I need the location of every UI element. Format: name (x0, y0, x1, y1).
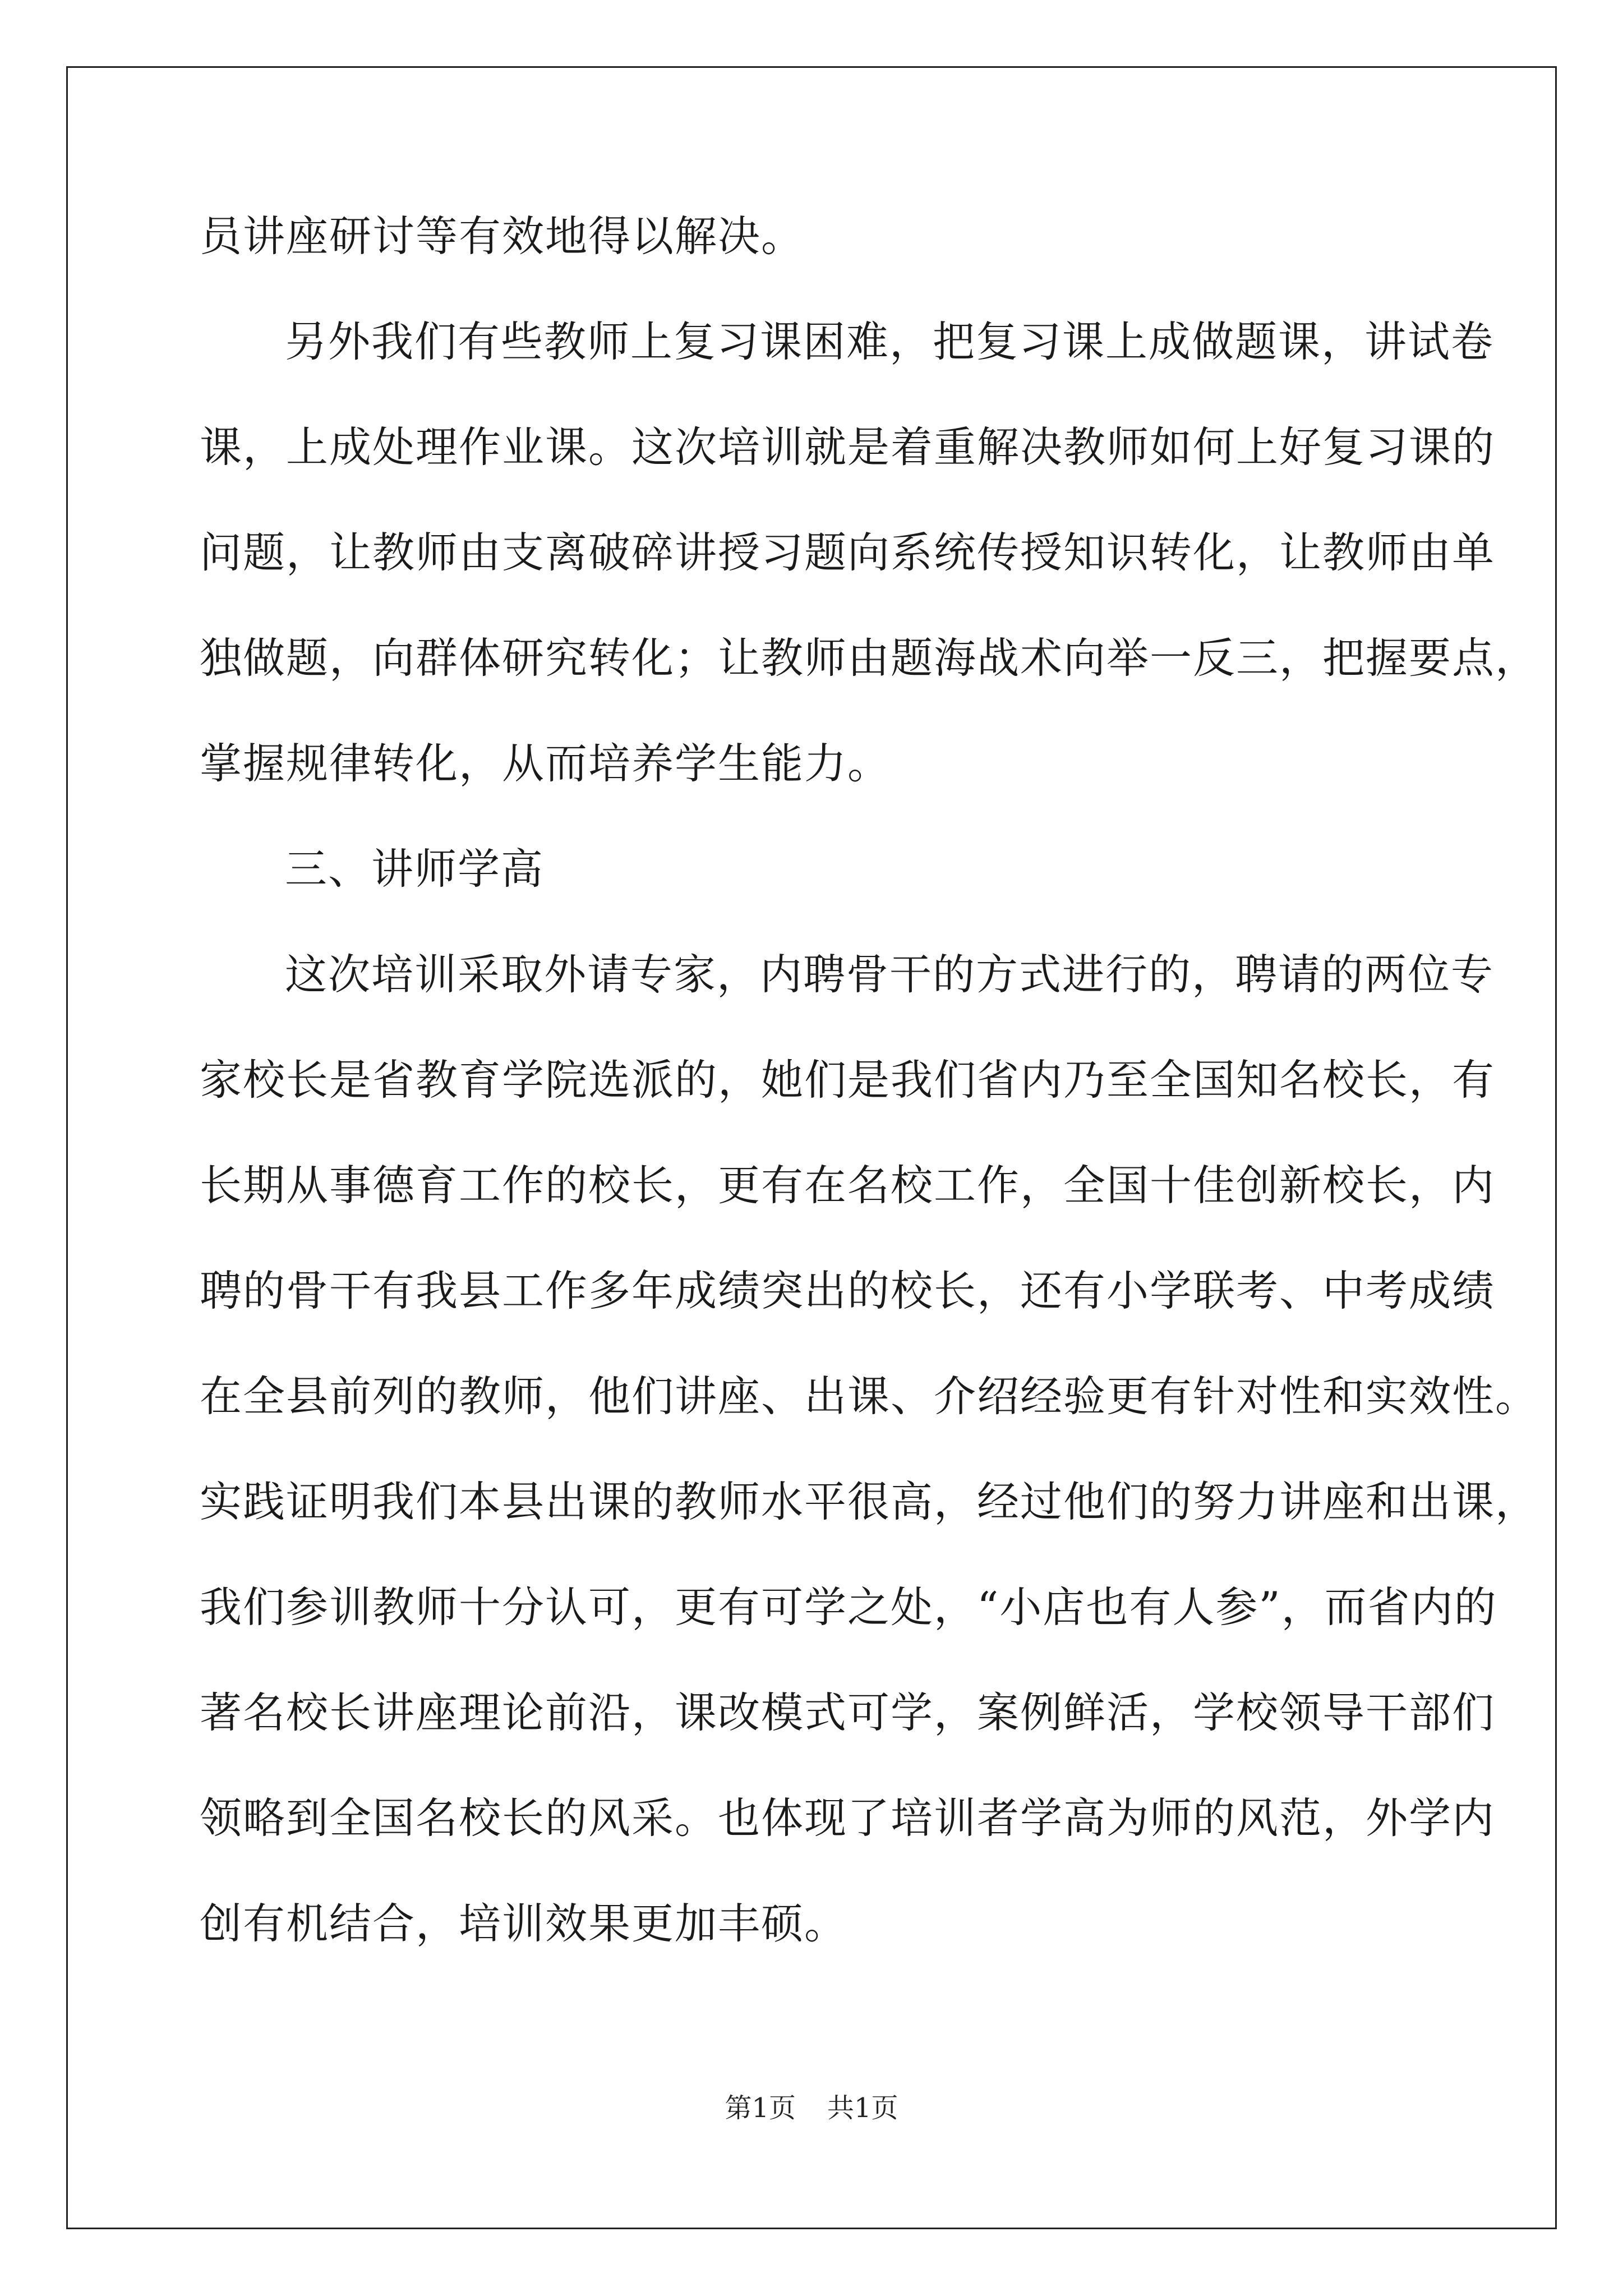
text-line: 掌握规律转化，从而培养学生能力。 (200, 739, 891, 788)
text-line: 另外我们有些教师上复习课困难，把复习课上成做题课，讲试卷 (285, 317, 1495, 366)
text-line: 聘的骨干有我县工作多年成绩突出的校长，还有小学联考、中考成绩 (200, 1266, 1496, 1315)
page-number: 第1页 (725, 2092, 796, 2124)
text-line: 著名校长讲座理论前沿，课改模式可学，案例鲜活，学校领导干部们 (200, 1688, 1496, 1737)
section-heading: 三、讲师学高 (285, 844, 545, 894)
text-line: 在全县前列的教师，他们讲座、出课、介绍经验更有针对性和实效性。 (200, 1372, 1539, 1421)
text-line: 长期从事德育工作的校长，更有在名校工作，全国十佳创新校长，内 (200, 1161, 1496, 1210)
text-line: 我们参训教师十分认可，更有可学之处，“小店也有人参”，而省内的 (200, 1582, 1497, 1632)
text-line: 领略到全国名校长的风采。也体现了培训者学高为师的风范，外学内 (200, 1793, 1496, 1843)
text-line: 实践证明我们本县出课的教师水平很高，经过他们的努力讲座和出课， (200, 1477, 1539, 1526)
text-line: 家校长是省教育学院选派的，她们是我们省内乃至全国知名校长，有 (200, 1055, 1496, 1105)
document-body (200, 211, 1539, 2004)
page-total: 共1页 (827, 2092, 898, 2124)
text-line: 这次培训采取外请专家，内聘骨干的方式进行的，聘请的两位专 (285, 950, 1495, 999)
text-line: 问题，让教师由支离破碎讲授习题向系统传授知识转化，让教师由单 (200, 528, 1496, 577)
text-line: 独做题，向群体研究转化；让教师由题海战术向举一反三，把握要点， (200, 633, 1539, 683)
text-line: 创有机结合，培训效果更加丰硕。 (200, 1899, 848, 1948)
text-line: 课，上成处理作业课。这次培训就是着重解决教师如何上好复习课的 (200, 422, 1496, 472)
text-line: 员讲座研讨等有效地得以解决。 (200, 211, 805, 261)
page-footer (0, 2091, 1623, 2125)
